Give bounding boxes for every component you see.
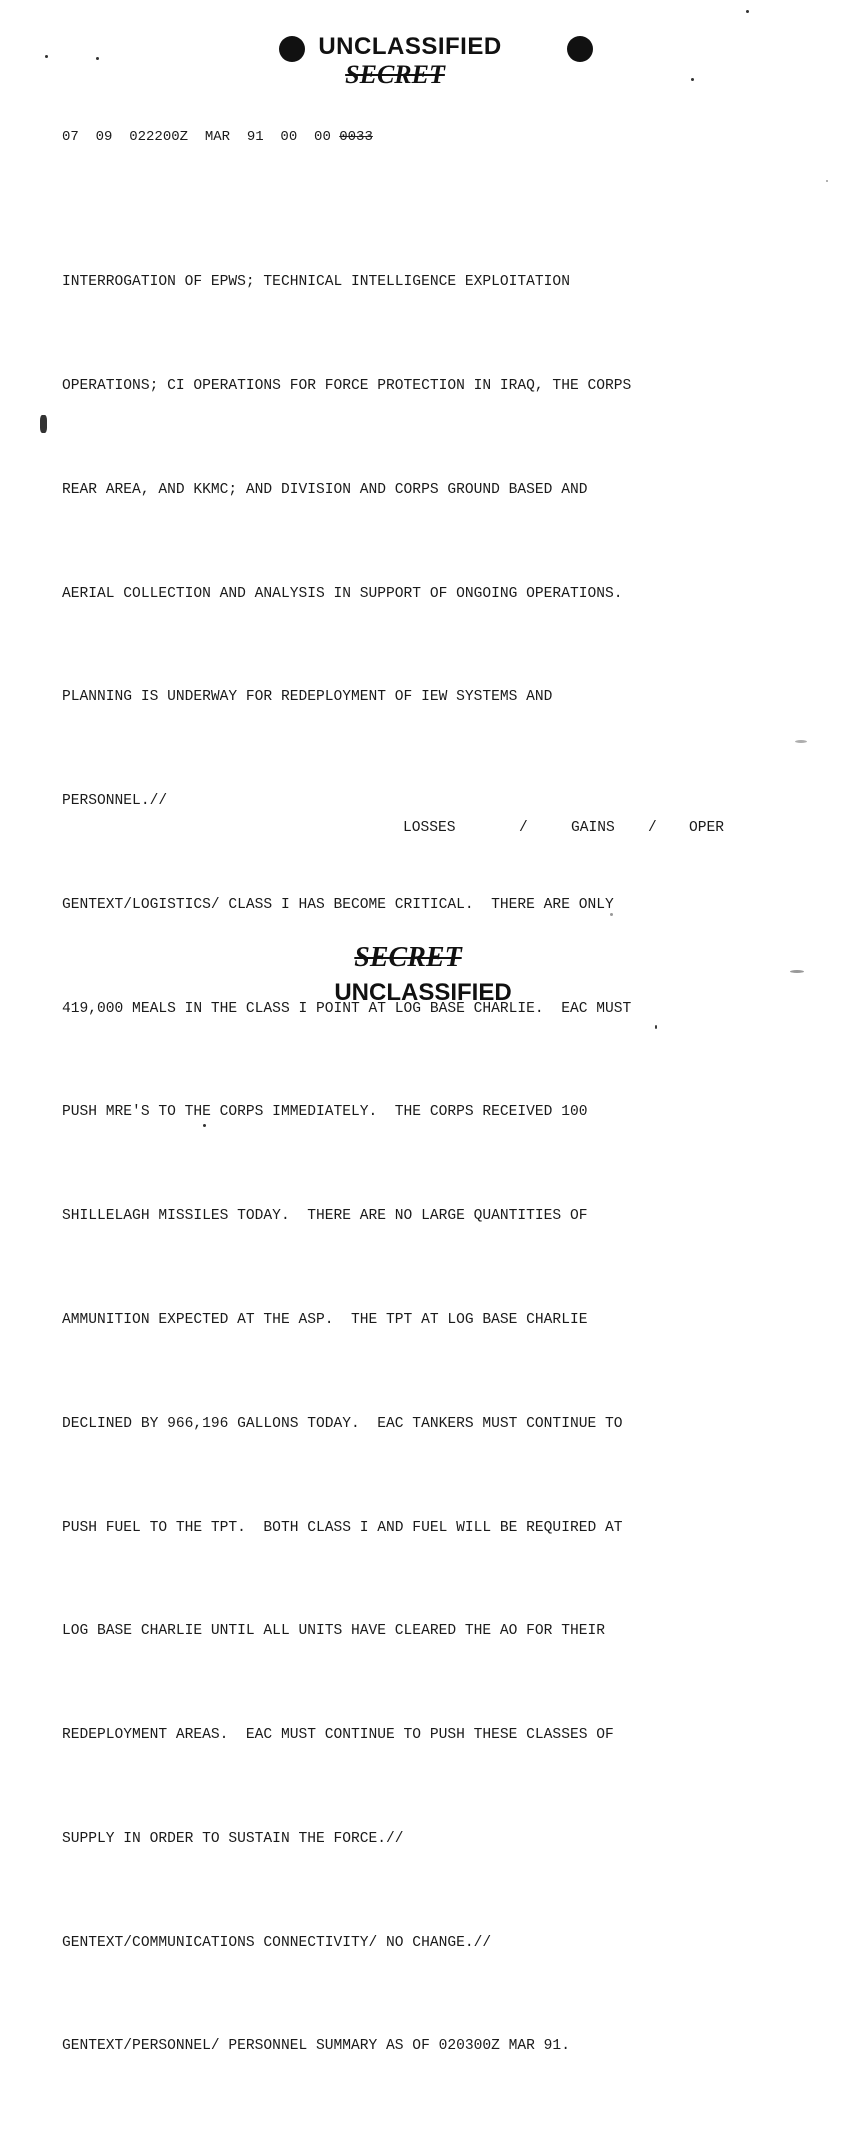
header-struck-classification: SECRET: [345, 60, 445, 89]
dtg-struck-number: 0033: [339, 129, 373, 145]
scan-speck: [96, 57, 99, 60]
body-line: REDEPLOYMENT AREAS. EAC MUST CONTINUE TO PUSH THESE CLASSES OF: [62, 1727, 614, 1744]
table-header-separator: /: [519, 820, 528, 836]
message-body: [62, 196, 782, 2133]
body-line: AERIAL COLLECTION AND ANALYSIS IN SUPPORT OF ONGOING OPERATIONS.: [62, 585, 623, 602]
date-time-group: [62, 129, 373, 145]
body-line: SUPPLY IN ORDER TO SUSTAIN THE FORCE.//: [62, 1830, 404, 1847]
body-line: GENTEXT/COMMUNICATIONS CONNECTIVITY/ NO CHANGE.//: [62, 1934, 492, 1951]
body-line: PUSH FUEL TO THE TPT. BOTH CLASS I AND FUEL WILL BE REQUIRED AT: [62, 1519, 623, 1536]
scan-speck: [746, 10, 749, 13]
table-header-losses: LOSSES: [403, 820, 456, 836]
body-line: 419,000 MEALS IN THE CLASS I POINT AT LOG BASE CHARLIE. EAC MUST: [62, 1000, 632, 1017]
scan-speck: [45, 55, 48, 58]
scan-speck: [610, 913, 613, 916]
scan-speck: [691, 78, 694, 81]
header-classification: UNCLASSIFIED: [318, 33, 502, 60]
scan-speck: [40, 415, 47, 433]
scan-speck: [655, 1025, 657, 1029]
body-line: INTERROGATION OF EPWS; TECHNICAL INTELLIGENCE EXPLOITATION: [62, 274, 570, 291]
scan-speck: [795, 740, 807, 743]
body-line: PERSONNEL.//: [62, 793, 168, 810]
body-line: PUSH MRE'S TO THE CORPS IMMEDIATELY. THE CORPS RECEIVED 100: [62, 1104, 588, 1121]
footer-classification: UNCLASSIFIED: [334, 979, 512, 1006]
footer-struck-classification: SECRET: [354, 942, 462, 973]
body-line: GENTEXT/PERSONNEL/ PERSONNEL SUMMARY AS OF 020300Z MAR 91.: [62, 2038, 570, 2055]
body-line: DECLINED BY 966,196 GALLONS TODAY. EAC TANKERS MUST CONTINUE TO: [62, 1415, 623, 1432]
scan-speck: [826, 180, 828, 182]
dtg-text: 07 09 022200Z MAR 91 00 00: [62, 129, 340, 145]
classification-dot-right: [567, 36, 593, 62]
body-line: OPERATIONS; CI OPERATIONS FOR FORCE PROTECTION IN IRAQ, THE CORPS: [62, 377, 632, 394]
body-line: PLANNING IS UNDERWAY FOR REDEPLOYMENT OF IEW SYSTEMS AND: [62, 689, 553, 706]
body-line: LOG BASE CHARLIE UNTIL ALL UNITS HAVE CLEARED THE AO FOR THEIR: [62, 1623, 605, 1640]
table-header-oper: OPER: [689, 820, 725, 836]
table-header-gains: GAINS: [571, 820, 615, 836]
body-line: REAR AREA, AND KKMC; AND DIVISION AND CORPS GROUND BASED AND: [62, 481, 588, 498]
scan-speck: [790, 970, 804, 973]
table-header-separator: /: [648, 820, 657, 836]
body-line: SHILLELAGH MISSILES TODAY. THERE ARE NO LARGE QUANTITIES OF: [62, 1208, 588, 1225]
scan-speck: [203, 1124, 206, 1127]
body-line: GENTEXT/LOGISTICS/ CLASS I HAS BECOME CRITICAL. THERE ARE ONLY: [62, 896, 614, 913]
body-line: AMMUNITION EXPECTED AT THE ASP. THE TPT AT LOG BASE CHARLIE: [62, 1312, 588, 1328]
